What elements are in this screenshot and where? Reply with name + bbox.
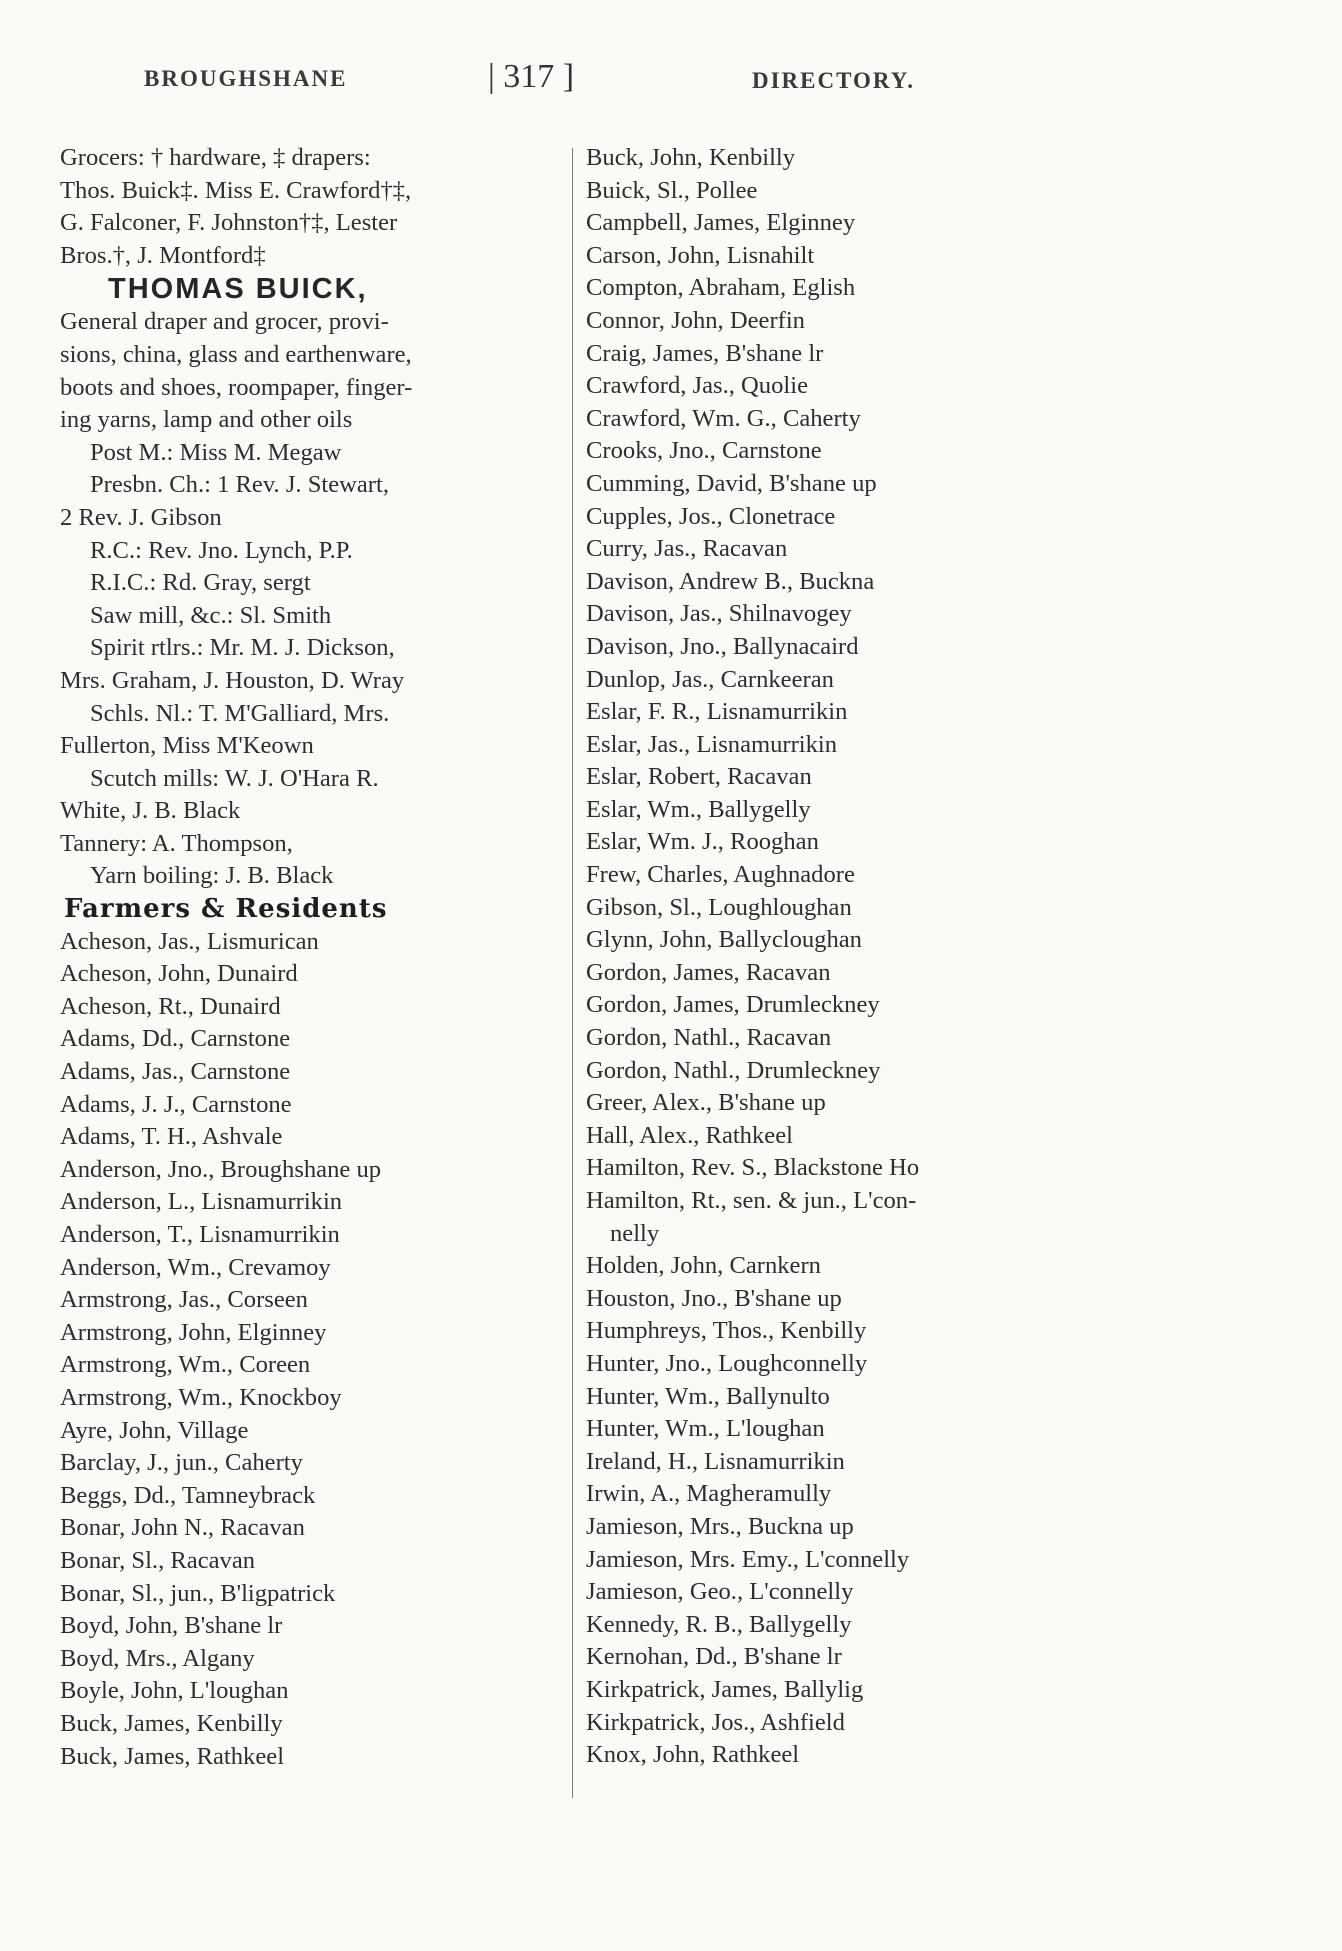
directory-entry: Irwin, A., Magheramully <box>586 1480 832 1508</box>
directory-entry: Buck, James, Kenbilly <box>60 1709 283 1737</box>
directory-entry: Jamieson, Geo., L'connelly <box>586 1578 854 1606</box>
section-heading: Farmers & Residents <box>64 894 388 925</box>
directory-entry: Jamieson, Mrs., Buckna up <box>586 1512 854 1540</box>
directory-entry: Hunter, Wm., L'loughan <box>586 1415 825 1443</box>
right-column <box>586 142 1106 1772</box>
directory-entry: Compton, Abraham, Eglish <box>586 274 856 302</box>
trade-line: Mrs. Graham, J. Houston, D. Wray <box>60 666 405 694</box>
directory-entry: Buick, Sl., Pollee <box>586 176 758 204</box>
running-head-town: BROUGHSHANE <box>144 66 348 91</box>
directory-entry: Eslar, Wm. J., Rooghan <box>586 828 819 856</box>
directory-entry: Campbell, James, Elginney <box>586 209 856 237</box>
page-header <box>140 58 960 108</box>
directory-entry: Eslar, Robert, Racavan <box>586 763 812 791</box>
trade-line: Tannery: A. Thompson, <box>60 829 293 857</box>
directory-entry: Acheson, John, Dunaird <box>60 960 298 988</box>
trade-line: R.I.C.: Rd. Gray, sergt <box>90 569 311 597</box>
directory-entry: Bonar, Sl., Racavan <box>60 1546 256 1574</box>
trade-line: White, J. B. Black <box>60 797 241 825</box>
trade-line: R.C.: Rev. Jno. Lynch, P.P. <box>90 536 353 564</box>
directory-entry: Hunter, Wm., Ballynulto <box>586 1382 830 1410</box>
trade-line: Yarn boiling: J. B. Black <box>90 862 334 890</box>
directory-entry: Davison, Andrew B., Buckna <box>586 567 875 595</box>
directory-entry: Holden, John, Carnkern <box>586 1252 821 1280</box>
trade-line: G. Falconer, F. Johnston†‡, Lester <box>60 209 398 237</box>
trade-line: Spirit rtlrs.: Mr. M. J. Dickson, <box>90 634 395 662</box>
directory-entry: Hall, Alex., Rathkeel <box>586 1121 793 1149</box>
directory-entry: Glynn, John, Ballycloughan <box>586 926 862 954</box>
directory-entry: Crooks, Jno., Carnstone <box>586 437 822 465</box>
left-column <box>60 142 558 1773</box>
directory-entry: Armstrong, John, Elginney <box>60 1318 327 1346</box>
directory-entry: Anderson, Jno., Broughshane up <box>60 1155 382 1183</box>
trade-line: Schls. Nl.: T. M'Galliard, Mrs. <box>90 699 390 727</box>
directory-entry: Greer, Alex., B'shane up <box>586 1089 826 1117</box>
advertiser-name: THOMAS BUICK, <box>108 273 368 306</box>
directory-entry: Kirkpatrick, James, Ballylig <box>586 1675 864 1703</box>
directory-entry-continuation: nelly <box>610 1219 660 1247</box>
directory-entry: Carson, John, Lisnahilt <box>586 241 815 269</box>
directory-entry: Armstrong, Jas., Corseen <box>60 1286 308 1314</box>
directory-entry: Eslar, Wm., Ballygelly <box>586 795 811 823</box>
trade-line: Post M.: Miss M. Megaw <box>90 438 342 466</box>
directory-entry: Frew, Charles, Aughnadore <box>586 861 855 889</box>
directory-entry: Kirkpatrick, Jos., Ashfield <box>586 1708 845 1736</box>
trade-line: Fullerton, Miss M'Keown <box>60 732 314 760</box>
trade-line: Grocers: † hardware, ‡ drapers: <box>60 144 371 171</box>
directory-entry: Anderson, Wm., Crevamoy <box>60 1253 331 1281</box>
directory-entry: Beggs, Dd., Tamneybrack <box>60 1481 316 1509</box>
directory-entry: Adams, Jas., Carnstone <box>60 1058 291 1086</box>
directory-entry: Adams, T. H., Ashvale <box>60 1123 283 1151</box>
directory-entry: Anderson, T., Lisnamurrikin <box>60 1221 340 1248</box>
directory-entry: Gordon, James, Racavan <box>586 958 831 986</box>
directory-entry: Davison, Jas., Shilnavogey <box>586 600 852 628</box>
column-divider <box>572 148 573 1798</box>
directory-entry: Adams, Dd., Carnstone <box>60 1025 291 1053</box>
directory-entry: Boyle, John, L'loughan <box>60 1677 289 1705</box>
directory-entry: Cupples, Jos., Clonetrace <box>586 502 836 530</box>
trade-line: Thos. Buick‡. Miss E. Crawford†‡, <box>60 176 412 204</box>
directory-entry: Kennedy, R. B., Ballygelly <box>586 1610 852 1638</box>
directory-entry: Crawford, Wm. G., Caherty <box>586 404 861 432</box>
directory-entry: Acheson, Rt., Dunaird <box>60 992 281 1020</box>
directory-entry: Hamilton, Rt., sen. & jun., L'con- <box>586 1187 917 1214</box>
directory-entry: Gordon, Nathl., Racavan <box>586 1024 832 1052</box>
directory-entry: Boyd, John, B'shane lr <box>60 1612 283 1640</box>
advertiser-description: boots and shoes, roompaper, finger- <box>60 373 413 401</box>
directory-entry: Knox, John, Rathkeel <box>586 1741 800 1769</box>
directory-entry: Curry, Jas., Racavan <box>586 535 788 563</box>
directory-entry: Armstrong, Wm., Knockboy <box>60 1383 342 1411</box>
page-number: | 317 ] <box>488 58 575 95</box>
directory-entry: Hamilton, Rev. S., Blackstone Ho <box>586 1154 920 1182</box>
running-head-directory: DIRECTORY. <box>752 68 915 93</box>
directory-entry: Dunlop, Jas., Carnkeeran <box>586 665 834 693</box>
directory-entry: Buck, John, Kenbilly <box>586 144 796 171</box>
directory-entry: Jamieson, Mrs. Emy., L'connelly <box>586 1545 910 1573</box>
directory-entry: Kernohan, Dd., B'shane lr <box>586 1643 842 1671</box>
advertiser-description: ing yarns, lamp and other oils <box>60 406 353 434</box>
directory-entry: Humphreys, Thos., Kenbilly <box>586 1317 867 1345</box>
directory-entry: Gibson, Sl., Loughloughan <box>586 893 852 921</box>
directory-entry: Gordon, James, Drumleckney <box>586 991 880 1019</box>
directory-entry: Ayre, John, Village <box>60 1416 249 1444</box>
directory-entry: Craig, James, B'shane lr <box>586 339 824 367</box>
trade-line: Bros.†, J. Montford‡ <box>60 241 266 269</box>
directory-entry: Armstrong, Wm., Coreen <box>60 1351 311 1379</box>
directory-entry: Anderson, L., Lisnamurrikin <box>60 1188 343 1216</box>
advertiser-description: General draper and grocer, provi- <box>60 308 389 336</box>
directory-entry: Ireland, H., Lisnamurrikin <box>586 1447 845 1475</box>
trade-line: Presbn. Ch.: 1 Rev. J. Stewart, <box>90 471 389 499</box>
directory-entry: Eslar, Jas., Lisnamurrikin <box>586 730 838 758</box>
directory-entry: Hunter, Jno., Loughconnelly <box>586 1349 868 1377</box>
trade-line: 2 Rev. J. Gibson <box>60 503 222 531</box>
directory-entry: Buck, James, Rathkeel <box>60 1742 285 1770</box>
directory-entry: Eslar, F. R., Lisnamurrikin <box>586 698 848 726</box>
directory-entry: Bonar, John N., Racavan <box>60 1514 305 1542</box>
directory-entry: Connor, John, Deerfin <box>586 306 805 334</box>
directory-entry: Barclay, J., jun., Caherty <box>60 1449 303 1477</box>
trade-line: Saw mill, &c.: Sl. Smith <box>90 601 332 629</box>
directory-entry: Boyd, Mrs., Algany <box>60 1644 255 1672</box>
directory-entry: Adams, J. J., Carnstone <box>60 1090 292 1118</box>
directory-entry: Cumming, David, B'shane up <box>586 469 877 497</box>
directory-entry: Crawford, Jas., Quolie <box>586 372 808 400</box>
directory-entry: Gordon, Nathl., Drumleckney <box>586 1056 881 1084</box>
directory-entry: Bonar, Sl., jun., B'ligpatrick <box>60 1579 336 1607</box>
directory-entry: Houston, Jno., B'shane up <box>586 1284 842 1312</box>
advertiser-description: sions, china, glass and earthenware, <box>60 340 412 368</box>
trade-line: Scutch mills: W. J. O'Hara R. <box>90 764 379 792</box>
directory-entry: Davison, Jno., Ballynacaird <box>586 632 859 660</box>
directory-entry: Acheson, Jas., Lismurican <box>60 927 319 955</box>
